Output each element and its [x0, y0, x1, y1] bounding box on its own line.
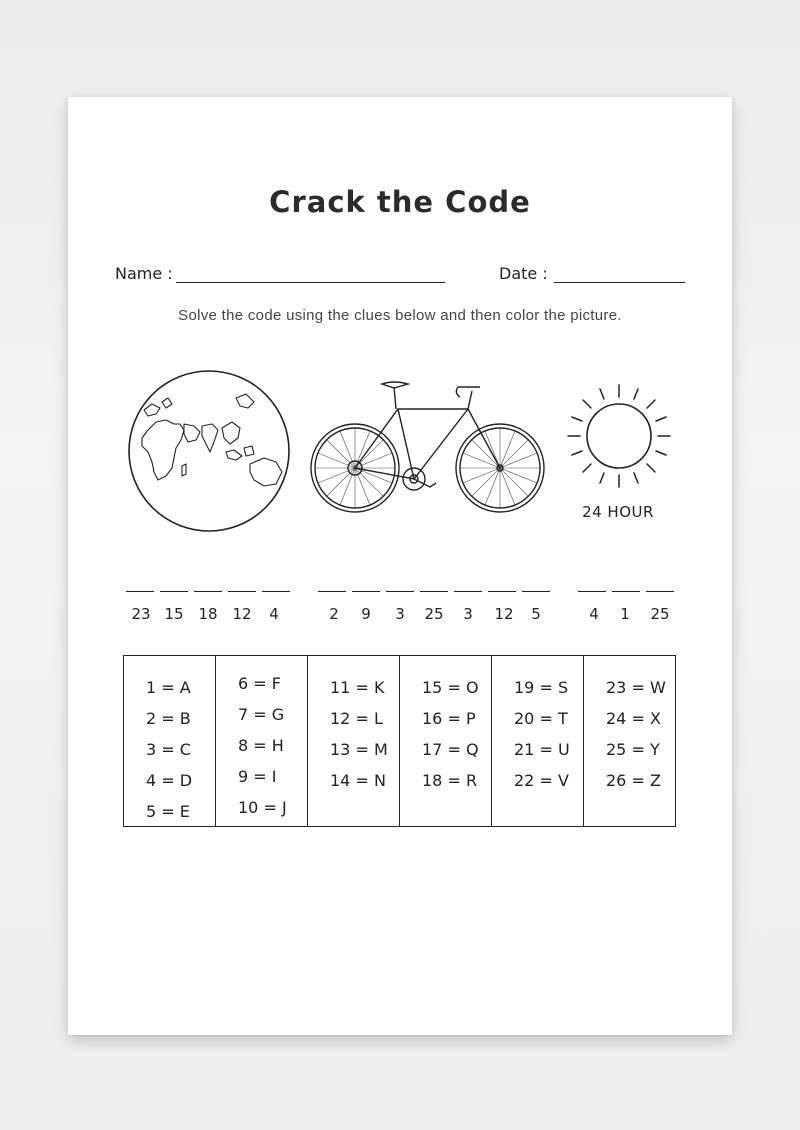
name-label: Name : [115, 264, 173, 283]
answer-blank[interactable] [420, 591, 448, 592]
code-number: 3 [463, 605, 473, 623]
name-line [176, 282, 445, 283]
key-entry: 15 = O [422, 678, 479, 697]
name-field [115, 264, 173, 283]
answer-blank[interactable] [318, 591, 346, 592]
key-column [308, 656, 400, 826]
code-number: 5 [531, 605, 541, 623]
code-number: 15 [164, 605, 184, 623]
answer-blank[interactable] [522, 591, 550, 592]
code-number: 2 [329, 605, 339, 623]
code-number: 18 [198, 605, 218, 623]
key-entry: 4 = D [146, 771, 193, 790]
key-entry: 2 = B [146, 709, 191, 728]
code-number: 12 [494, 605, 514, 623]
key-entry: 6 = F [238, 674, 281, 693]
date-line [554, 282, 685, 283]
key-entry: 11 = K [330, 678, 385, 697]
answer-blank[interactable] [228, 591, 256, 592]
code-number: 25 [424, 605, 444, 623]
key-column [400, 656, 492, 826]
answer-blank[interactable] [386, 591, 414, 592]
code-key-table [123, 655, 676, 827]
answer-blank[interactable] [612, 591, 640, 592]
key-entry: 21 = U [514, 740, 570, 759]
answer-blank[interactable] [646, 591, 674, 592]
key-entry: 3 = C [146, 740, 191, 759]
key-entry: 8 = H [238, 736, 284, 755]
answer-blank[interactable] [488, 591, 516, 592]
code-number: 3 [395, 605, 405, 623]
key-column [492, 656, 584, 826]
bicycle-icon [308, 379, 548, 519]
key-entry: 24 = X [606, 709, 661, 728]
answer-blank[interactable] [352, 591, 380, 592]
date-field [499, 264, 548, 283]
key-entry: 9 = I [238, 767, 277, 786]
answer-blank[interactable] [194, 591, 222, 592]
key-entry: 26 = Z [606, 771, 661, 790]
key-entry: 19 = S [514, 678, 569, 697]
code-number: 4 [589, 605, 599, 623]
code-number: 1 [620, 605, 630, 623]
answer-blank[interactable] [454, 591, 482, 592]
answer-blank[interactable] [262, 591, 290, 592]
key-column [216, 656, 308, 826]
key-column [124, 656, 216, 826]
key-entry: 17 = Q [422, 740, 479, 759]
key-column [584, 656, 675, 826]
instructions: Solve the code using the clues below and then color the picture. [178, 307, 622, 324]
key-entry: 10 = J [238, 798, 287, 817]
date-label: Date : [499, 264, 548, 283]
key-entry: 23 = W [606, 678, 666, 697]
key-entry: 13 = M [330, 740, 388, 759]
key-entry: 25 = Y [606, 740, 660, 759]
worksheet-title: Crack the Code [269, 185, 531, 219]
globe-icon [126, 368, 292, 534]
key-entry: 7 = G [238, 705, 285, 724]
key-entry: 12 = L [330, 709, 383, 728]
answer-blank[interactable] [578, 591, 606, 592]
key-entry: 1 = A [146, 678, 191, 697]
code-number: 4 [269, 605, 279, 623]
key-entry: 14 = N [330, 771, 386, 790]
sun-icon [564, 381, 674, 491]
key-entry: 16 = P [422, 709, 476, 728]
key-entry: 20 = T [514, 709, 568, 728]
code-number: 23 [131, 605, 151, 623]
worksheet-page [68, 97, 732, 1035]
answer-blank[interactable] [126, 591, 154, 592]
code-number: 25 [650, 605, 670, 623]
sun-caption: 24 HOUR [582, 503, 654, 521]
code-number: 12 [232, 605, 252, 623]
key-entry: 5 = E [146, 802, 190, 821]
code-number: 9 [361, 605, 371, 623]
key-entry: 22 = V [514, 771, 569, 790]
answer-blank[interactable] [160, 591, 188, 592]
key-entry: 18 = R [422, 771, 478, 790]
